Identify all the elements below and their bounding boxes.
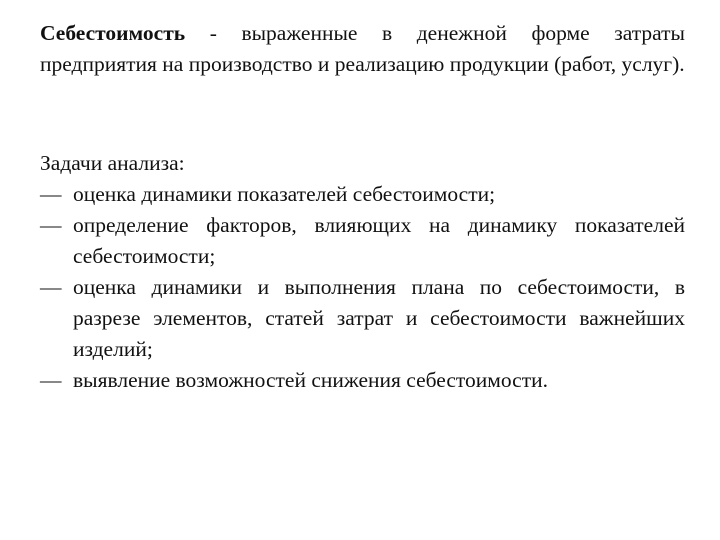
list-item-text: оценка динамики и выполнения плана по себестоимости, в разрезе элементов, статей затрат и себестоимости важнейших изделий; xyxy=(73,275,685,361)
dash-bullet-icon: — xyxy=(40,182,62,206)
list-item-text: выявление возможностей снижения себестоимости. xyxy=(73,368,548,392)
dash-bullet-icon: — xyxy=(40,368,62,392)
tasks-section xyxy=(40,148,685,396)
tasks-heading: Задачи анализа: xyxy=(40,151,185,175)
dash-bullet-icon: — xyxy=(40,275,62,299)
definition-term: Себестоимость xyxy=(40,21,186,45)
list-item xyxy=(40,210,685,272)
list-item xyxy=(40,272,685,365)
list-item xyxy=(40,365,685,396)
list-item-text: оценка динамики показателей себестоимости; xyxy=(73,182,496,206)
definition-text: - выраженные в денежной форме затраты предприятия на производство и реализацию продукции (работ, услуг). xyxy=(40,21,685,76)
list-item-text: определение факторов, влияющих на динамику показателей себестоимости; xyxy=(73,213,685,268)
list-item xyxy=(40,179,685,210)
task-list xyxy=(40,179,685,396)
definition-paragraph xyxy=(40,18,685,80)
dash-bullet-icon: — xyxy=(40,213,62,237)
